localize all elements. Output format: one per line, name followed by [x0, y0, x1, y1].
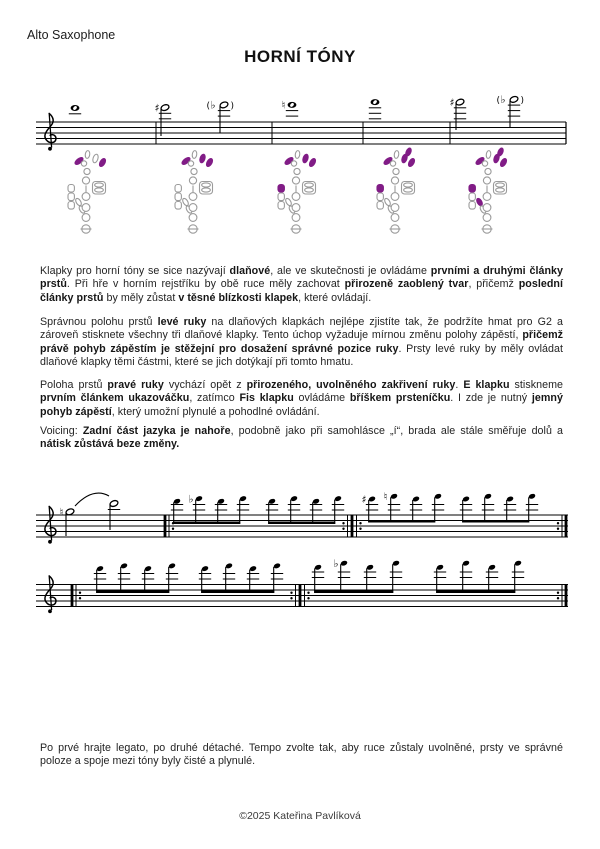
cluster-key-2-key	[305, 188, 314, 192]
octave-key	[181, 156, 191, 165]
svg-text:(: (	[496, 95, 501, 106]
side-c-key	[68, 193, 74, 201]
g-key-key	[292, 193, 300, 201]
page-title: HORNÍ TÓNY	[244, 47, 356, 66]
side-e-key	[175, 185, 181, 193]
cluster-key-2-key	[496, 188, 505, 192]
svg-text:♭: ♭	[333, 558, 339, 570]
cluster-box-key	[303, 182, 316, 195]
cluster-key-1-key	[496, 183, 505, 187]
beam-group	[266, 495, 344, 524]
g-key-key	[483, 193, 491, 201]
note	[69, 105, 81, 114]
note	[108, 500, 120, 530]
b-key-key	[84, 168, 90, 174]
cluster-box-key	[402, 182, 415, 195]
b-key-key	[485, 168, 491, 174]
treble-clef-icon	[45, 576, 56, 613]
beam-group	[312, 558, 402, 593]
svg-text:): )	[230, 101, 235, 112]
repeat-barline	[557, 585, 568, 607]
note	[207, 100, 235, 133]
palm-eb-key	[302, 154, 309, 164]
fingering-diagram	[278, 150, 317, 233]
paragraph-left-hand: Správnou polohu prstů levé ruky na dlaňových klapkách nejlépe zjistíte tak, že podržíte hmat pro G2 a zároveň stisknete všechny tři dlaňové klapky. Tento úchop vyžaduje mírnou změnu polohy zápěstí, přičemž právě pohyb zápěstím je stěžejní pro dosažení správné pozice ruky. Prsty levé ruky by měly ovládat dlaňové klapky těmi částmi, které se jich dotýkají při tomto hmatu.	[40, 316, 563, 369]
alt-key-key	[78, 205, 86, 214]
exercise-staff-2	[36, 558, 568, 613]
octave-key	[383, 156, 393, 165]
side-bb-key	[377, 202, 383, 210]
palm-d-key	[308, 157, 317, 167]
side-bb-key	[278, 202, 284, 210]
fingering-diagram	[68, 150, 107, 233]
a-key-key	[82, 177, 89, 184]
repeat-barline	[71, 585, 82, 607]
beam-group	[171, 493, 249, 524]
front-f-key	[486, 150, 491, 158]
palm-d-key	[407, 157, 416, 167]
svg-text:): )	[520, 95, 525, 106]
copyright: ©2025 Kateřina Pavlíková	[239, 810, 361, 822]
alt-key-key	[288, 205, 296, 214]
side-fis-key	[75, 197, 83, 206]
front-f-key	[394, 150, 399, 158]
palm-f-key	[405, 147, 413, 157]
note	[155, 102, 172, 136]
paragraph-voicing: Voicing: Zadní část jazyka je nahoře, podobně jako při samohlásce „í“, brada ale stále směřuje dolů a nátisk zůstává beze změny.	[40, 425, 563, 451]
side-fis-key	[476, 197, 484, 206]
fingering-diagram	[469, 147, 508, 233]
cluster-key-2-key	[202, 188, 211, 192]
side-e-key	[278, 185, 284, 193]
e-key-key	[391, 214, 399, 222]
low-c-key	[391, 225, 399, 233]
paragraph-right-hand: Poloha prstů pravé ruky vychází opět z přirozeného, uvolněného zakřivení ruky. E klapku stiskneme prvním článkem ukazováčku, zatímco Fis klapku ovládáme bříškem prsteníčku. I zde je nutný jemný pohyb zápěstí, který umožní plynulé a pohodlné ovládání.	[40, 379, 564, 418]
g-key-key	[82, 193, 90, 201]
octave-key	[284, 156, 294, 165]
beam-group	[434, 560, 524, 593]
cluster-box-key	[93, 182, 106, 195]
palm-eb-key	[401, 154, 408, 164]
top-circle-key	[291, 161, 296, 166]
treble-clef-icon	[45, 506, 56, 543]
svg-text:♮: ♮	[383, 491, 388, 504]
palm-d-key	[98, 157, 107, 167]
side-bb-key	[175, 202, 181, 210]
note	[497, 94, 525, 127]
paragraph-practice-note: Po prvé hrajte legato, po druhé détaché. Tempo zvolte tak, aby ruce zůstaly uvolněné, prsty ve správné poloze a spoje mezi tóny byly čisté a plynulé.	[40, 742, 563, 768]
cluster-key-2-key	[404, 188, 413, 192]
repeat-barline	[164, 515, 175, 537]
svg-text:♯: ♯	[449, 96, 455, 109]
palm-d-key	[205, 157, 214, 167]
side-e-key	[469, 185, 475, 193]
beam-group	[362, 491, 445, 522]
svg-text:♯: ♯	[154, 102, 160, 115]
f-key-key	[292, 204, 300, 212]
e-key-key	[292, 214, 300, 222]
a-key-key	[391, 177, 398, 184]
octave-key	[475, 156, 485, 165]
svg-text:♭: ♭	[188, 493, 194, 506]
palm-eb-key	[92, 154, 99, 164]
top-circle-key	[482, 161, 487, 166]
f-key-key	[82, 204, 90, 212]
low-c-key	[483, 225, 491, 233]
palm-f-key	[497, 147, 505, 157]
palm-eb-key	[493, 154, 500, 164]
front-f-key	[295, 150, 300, 158]
note	[450, 97, 467, 130]
exercise-staff-1	[36, 491, 568, 544]
a-key-key	[292, 177, 299, 184]
side-fis-key	[285, 197, 293, 206]
cluster-key-1-key	[404, 183, 413, 187]
a-key-key	[189, 177, 196, 184]
side-c-key	[278, 193, 284, 201]
note	[282, 100, 299, 116]
repeat-barline	[557, 515, 568, 537]
low-c-key	[189, 225, 197, 233]
low-c-key	[82, 225, 90, 233]
svg-text:♮: ♮	[281, 99, 286, 112]
alt-key-key	[387, 205, 395, 214]
beam-group	[94, 563, 178, 593]
low-c-key	[292, 225, 300, 233]
side-bb-key	[68, 202, 74, 210]
e-key-key	[189, 214, 197, 222]
alt-key-key	[185, 205, 193, 214]
palm-d-key	[499, 157, 508, 167]
side-e-key	[68, 185, 74, 193]
side-bb-key	[469, 202, 475, 210]
octave-key	[74, 156, 84, 165]
a-key-key	[483, 177, 490, 184]
side-c-key	[469, 193, 475, 201]
beam-group	[460, 493, 538, 523]
cluster-key-1-key	[305, 183, 314, 187]
side-fis-key	[182, 197, 190, 206]
b-key-key	[393, 168, 399, 174]
alt-key-key	[479, 205, 487, 214]
fingering-diagram	[377, 147, 416, 233]
top-circle-key	[81, 161, 86, 166]
palm-eb-key	[199, 154, 206, 164]
paragraph-palm-keys: Klapky pro horní tóny se sice nazývají dlaňové, ale ve skutečnosti je ovládáme prvními a druhými články prstů. Při hře v horním rejstříku by obě ruce měly zachovat přirozeně zaoblený tvar, přičemž poslední články prstů by měly zůstat v těsné blízkosti klapek, které ovládají.	[40, 265, 563, 304]
fingering-staff	[36, 94, 566, 151]
top-circle-key	[188, 161, 193, 166]
note	[60, 507, 75, 536]
e-key-key	[82, 214, 90, 222]
b-key-key	[191, 168, 197, 174]
cluster-box-key	[200, 182, 213, 195]
side-c-key	[175, 193, 181, 201]
front-f-key	[192, 150, 197, 158]
side-e-key	[377, 185, 383, 193]
b-key-key	[294, 168, 300, 174]
f-key-key	[483, 204, 491, 212]
f-key-key	[189, 204, 197, 212]
beam-group	[199, 563, 283, 593]
cluster-key-2-key	[95, 188, 104, 192]
front-f-key	[85, 150, 90, 158]
cluster-box-key	[494, 182, 507, 195]
treble-clef-icon	[45, 113, 56, 150]
e-key-key	[483, 214, 491, 222]
repeat-barline	[342, 515, 361, 537]
fingering-diagram	[175, 150, 214, 233]
svg-text:(: (	[206, 101, 211, 112]
g-key-key	[189, 193, 197, 201]
cluster-key-1-key	[95, 183, 104, 187]
svg-text:♯: ♯	[361, 493, 367, 506]
note	[369, 99, 381, 119]
svg-text:♭: ♭	[210, 99, 216, 112]
f-key-key	[391, 204, 399, 212]
g-key-key	[391, 193, 399, 201]
repeat-barline	[290, 585, 309, 607]
side-c-key	[377, 193, 383, 201]
svg-text:♭: ♭	[500, 94, 506, 107]
svg-text:♮: ♮	[59, 506, 64, 519]
top-circle-key	[390, 161, 395, 166]
cluster-key-1-key	[202, 183, 211, 187]
instrument-label: Alto Saxophone	[27, 28, 116, 42]
side-fis-key	[384, 197, 392, 206]
